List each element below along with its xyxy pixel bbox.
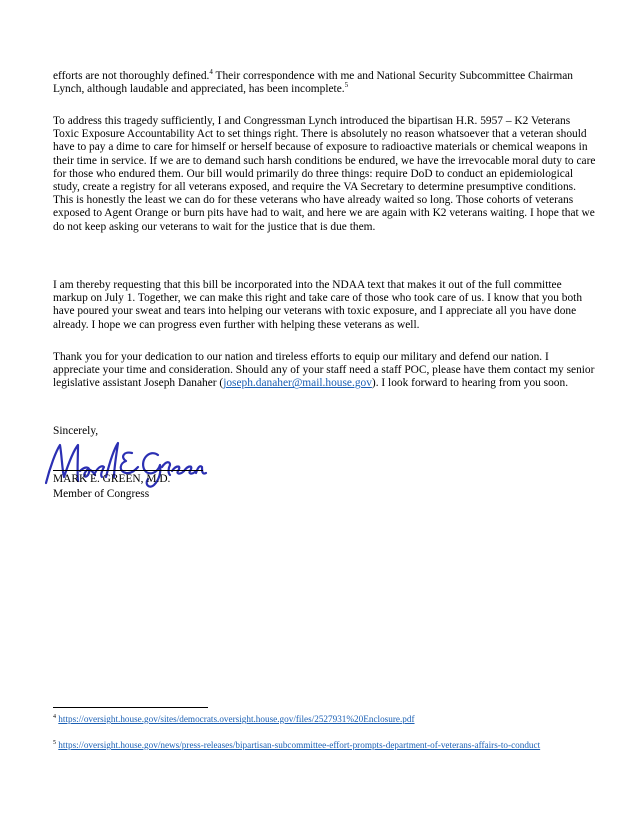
paragraph-thanks-text-a: Thank you for your dedication to our nation and tireless efforts to equip our military and defend our nation. I appreciate your time and consideration. Should any of your staff need a staff POC, please have them contact my senior legislative assistant Joseph Danaher ( [53,351,595,390]
signer-title: Member of Congress [53,488,150,500]
paragraph-thanks [53,351,598,391]
signature-text: Mark E. Green [40,437,46,438]
footnote-4-number: 4 [53,713,56,720]
footnote-5-number: 5 [53,739,56,746]
paragraph-bill: To address this tragedy sufficiently, I and Congressman Lynch introduced the bipartisan H.R. 5957 – K2 Veterans Toxic Exposure Accountability Act to set things right. There is absolutely no reason whatsoever that a veteran should have to pay a dime to care for himself or herself because of exposure to radioactive materials or chemical weapons in their time in service. If we are to demand such harsh conditions be endured, we have the irrevocable moral duty to care for those who endured them. Our bill would primarily do three things: require DoD to conduct an epidemiological study, create a registry for all veterans exposed, and require the VA Secretary to determine presumptive conditions. This is honestly the least we can do for these veterans who have already waited so long. Those cohorts of veterans exposed to Agent Orange or burn pits have had to wait, and here we are again with K2 veterans waiting. I hope that we do not keep asking our veterans to wait for the justice that is due them. [53,115,596,233]
footnote-4 [53,714,598,725]
footnote-ref-5[interactable]: 5 [344,81,349,90]
paragraph-request: I am thereby requesting that this bill be incorporated into the NDAA text that makes it out of the full committee markup on July 1. Together, we can make this right and take care of those who took care of us. I know that you both have poured your sweat and tears into helping our veterans with toxic exposure, and I appreciate all you have done already. I hope we can progress even further with helping these veterans as well. [53,279,583,331]
footnote-divider [53,707,208,708]
paragraph-thanks-text-b: ). I look forward to hearing from you soon. [371,377,569,390]
paragraph-opening [53,70,598,96]
email-link[interactable]: joseph.danaher@mail.house.gov [223,377,372,390]
signature-line [53,470,203,471]
footnote-4-link[interactable]: https://oversight.house.gov/sites/democrats.oversight.house.gov/files/2527931%20Enclosure.pdf [58,714,415,724]
footnote-5-link[interactable]: https://oversight.house.gov/news/press-releases/bipartisan-subcommittee-effort-prompts-department-of-veterans-affairs-to-conduct [58,740,541,750]
footnote-ref-4[interactable]: 4 [209,68,213,77]
signer-name: MARK E. GREEN, M.D. [53,473,171,485]
paragraph-opening-text-b: Their correspondence with me and National Security Subcommittee Chairman Lynch, although laudable and appreciated, has been incomplete. [53,70,573,96]
closing: Sincerely, [53,425,99,437]
paragraph-opening-text-a: efforts are not thoroughly defined. [53,70,210,82]
footnote-5 [53,740,598,751]
